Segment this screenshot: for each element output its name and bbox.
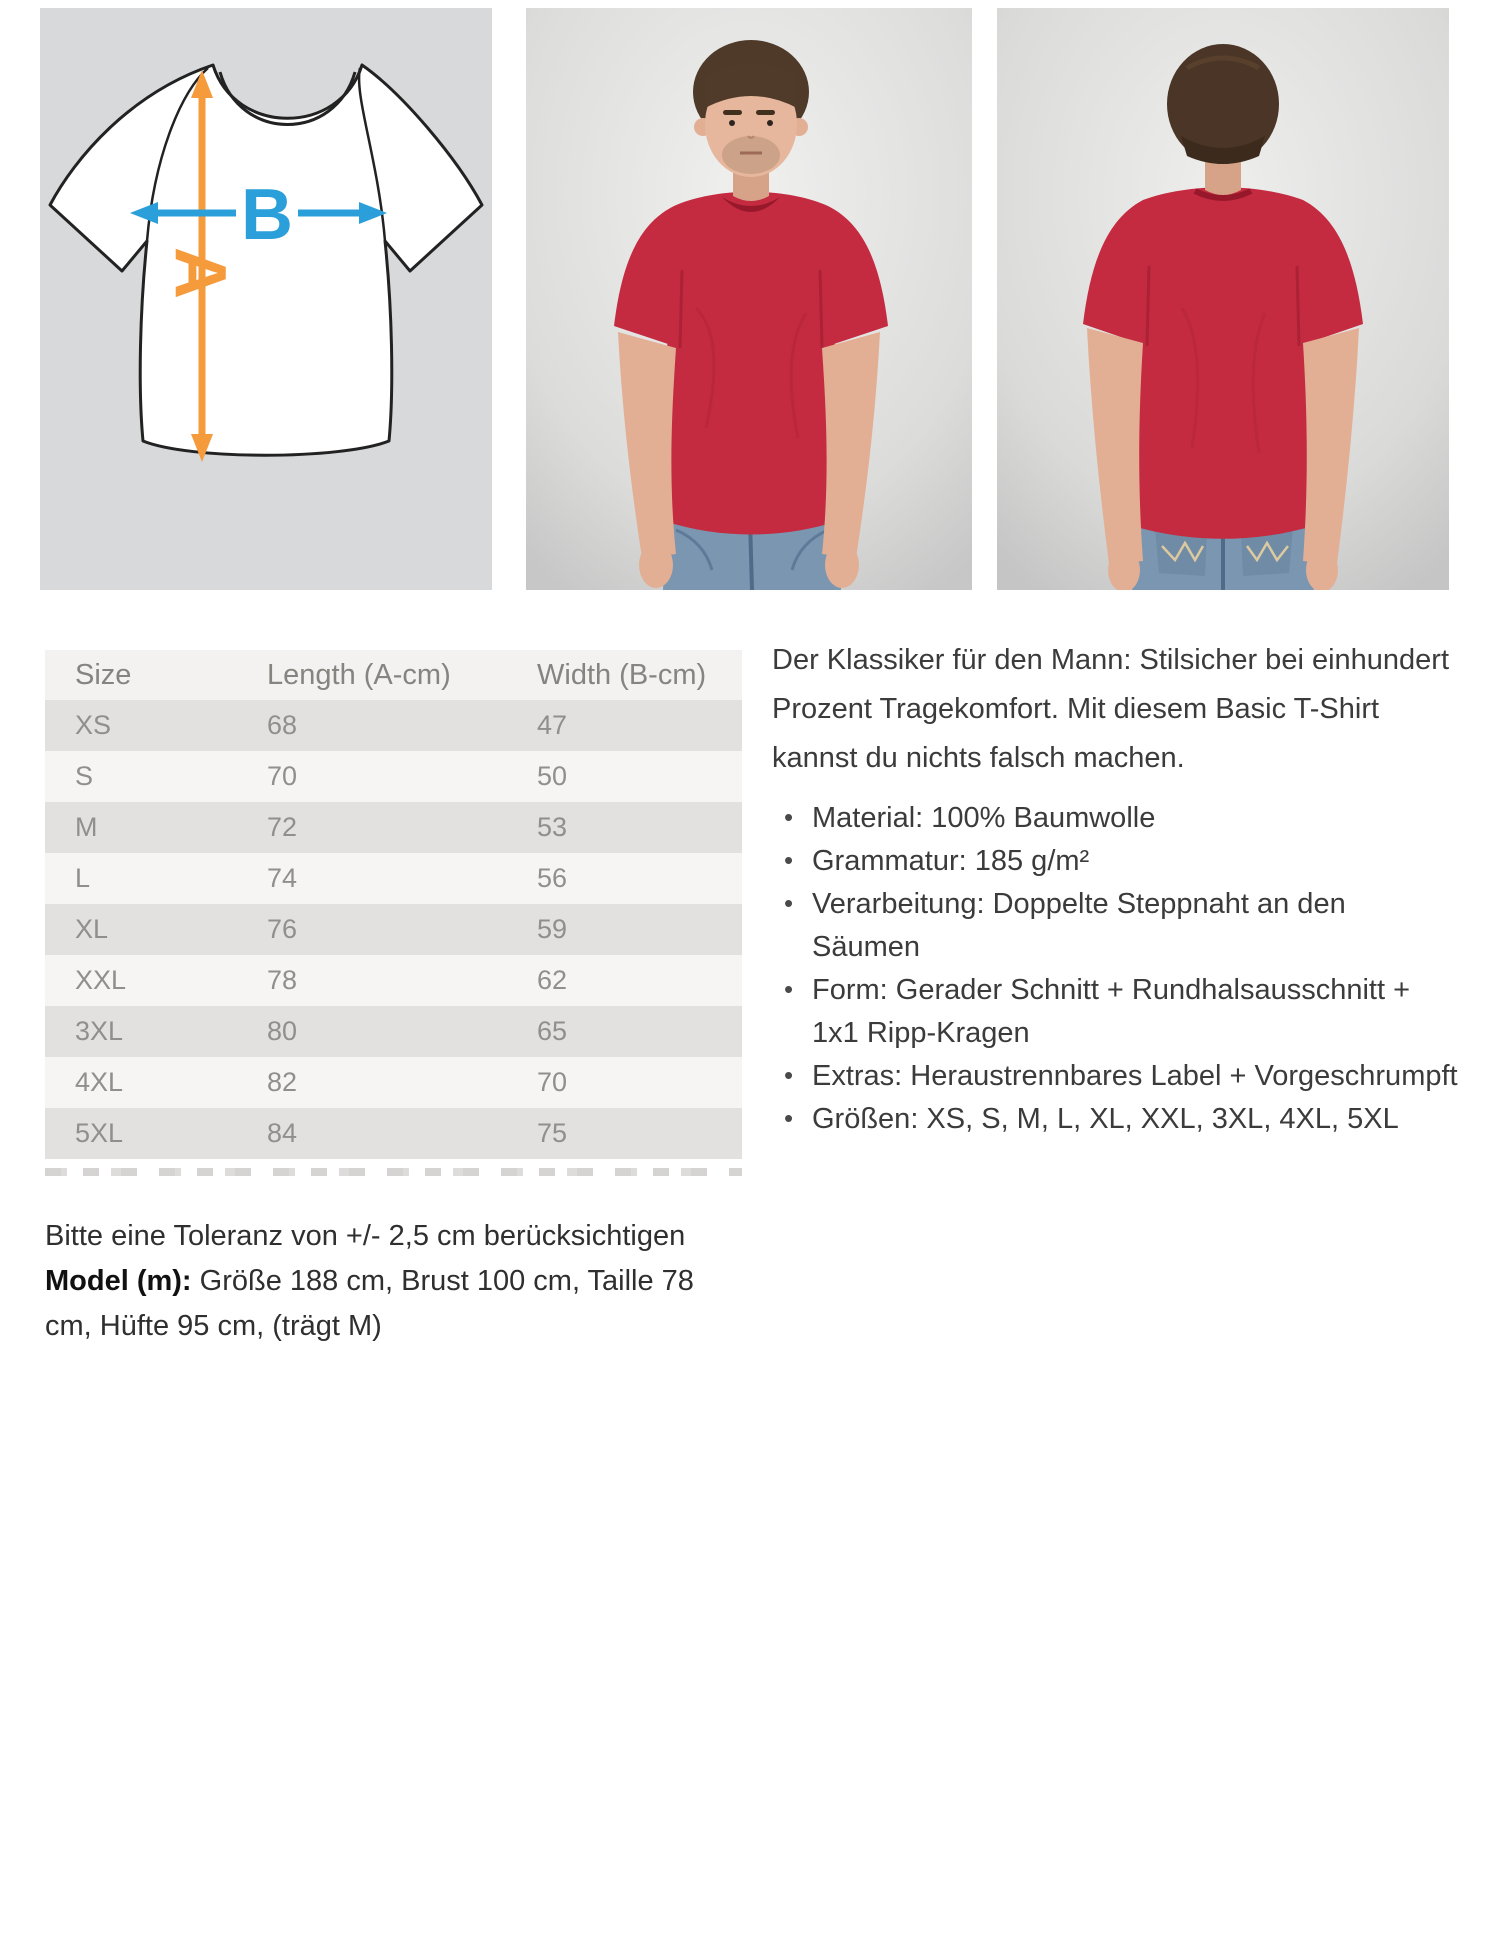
front-photo-illustration (526, 8, 972, 590)
bullet-item: • Form: Gerader Schnitt + Rundhalsausschnitt + 1x1 Ripp-Kragen (772, 969, 1460, 1055)
length-cell: 80 (267, 1006, 537, 1057)
bullet-item: • Verarbeitung: Doppelte Steppnaht an den Säumen (772, 883, 1460, 969)
length-cell: 78 (267, 955, 537, 1006)
size-cell: M (45, 802, 267, 853)
tshirt-measure-diagram (40, 8, 492, 590)
width-cell: 56 (537, 853, 742, 904)
model-info-line (45, 1259, 745, 1349)
size-cell: L (45, 853, 267, 904)
model-text: Größe 188 cm, Brust 100 cm, Taille 78 cm, Hüfte 95 cm, (trägt M) (45, 1265, 694, 1342)
table-row (45, 904, 742, 955)
length-cell: 72 (267, 802, 537, 853)
table-row (45, 955, 742, 1006)
feature-list (772, 797, 1460, 1141)
column-header-size: Size (45, 650, 267, 700)
size-diagram-image (40, 8, 492, 590)
width-cell: 65 (537, 1006, 742, 1057)
bullet-item: • Grammatur: 185 g/m² (772, 840, 1460, 883)
size-table-header-row (45, 650, 742, 700)
width-cell: 47 (537, 700, 742, 751)
model-back-photo (997, 8, 1449, 590)
size-table-section (45, 650, 742, 1159)
table-row (45, 700, 742, 751)
model-label: Model (m): (45, 1265, 192, 1297)
width-cell: 53 (537, 802, 742, 853)
label-a: A (160, 247, 240, 299)
size-cell: XXL (45, 955, 267, 1006)
width-cell: 59 (537, 904, 742, 955)
table-row (45, 802, 742, 853)
column-header-width: Width (B-cm) (537, 650, 742, 700)
size-table (45, 650, 742, 1159)
length-cell: 68 (267, 700, 537, 751)
table-row (45, 853, 742, 904)
clipped-row-remnant (45, 1168, 742, 1176)
width-cell: 62 (537, 955, 742, 1006)
table-row (45, 1006, 742, 1057)
size-cell: 5XL (45, 1108, 267, 1159)
column-header-length: Length (A-cm) (267, 650, 537, 700)
table-row (45, 751, 742, 802)
width-cell: 75 (537, 1108, 742, 1159)
product-description (772, 636, 1460, 1141)
length-cell: 82 (267, 1057, 537, 1108)
size-cell: XL (45, 904, 267, 955)
size-cell: XS (45, 700, 267, 751)
width-cell: 50 (537, 751, 742, 802)
bullet-item: • Größen: XS, S, M, L, XL, XXL, 3XL, 4XL, 5XL (772, 1098, 1460, 1141)
length-cell: 74 (267, 853, 537, 904)
table-row (45, 1057, 742, 1108)
bullet-item: • Extras: Heraustrennbares Label + Vorgeschrumpft (772, 1055, 1460, 1098)
tolerance-line: Bitte eine Toleranz von +/- 2,5 cm berücksichtigen (45, 1220, 686, 1252)
size-cell: S (45, 751, 267, 802)
size-cell: 4XL (45, 1057, 267, 1108)
length-cell: 70 (267, 751, 537, 802)
tolerance-note (45, 1214, 745, 1349)
label-b: B (241, 175, 293, 255)
description-intro: Der Klassiker für den Mann: Stilsicher bei einhundert Prozent Tragekomfort. Mit diesem Basic T-Shirt kannst du nichts falsch machen. (772, 644, 1449, 774)
size-cell: 3XL (45, 1006, 267, 1057)
length-cell: 84 (267, 1108, 537, 1159)
length-cell: 76 (267, 904, 537, 955)
back-photo-illustration (997, 8, 1449, 590)
table-row (45, 1108, 742, 1159)
model-front-photo (526, 8, 972, 590)
bullet-item: • Material: 100% Baumwolle (772, 797, 1460, 840)
width-cell: 70 (537, 1057, 742, 1108)
